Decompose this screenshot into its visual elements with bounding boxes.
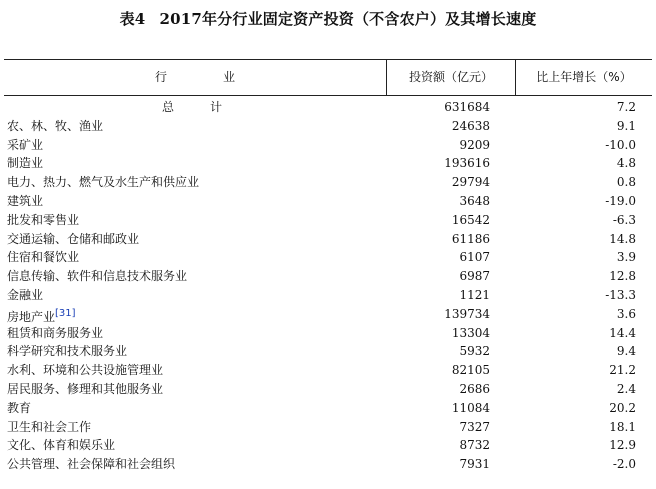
industry-name-text: 公共管理、社会保障和社会组织	[7, 457, 176, 472]
header-growth: 比上年增长（%）	[536, 70, 632, 84]
table-row	[4, 211, 652, 230]
industry-name	[7, 286, 43, 305]
table-row	[4, 455, 652, 474]
industry-name	[7, 342, 127, 361]
industry-name	[7, 154, 43, 173]
table-body	[4, 98, 652, 474]
investment-value: 16542	[451, 212, 490, 227]
growth-value: -10.0	[605, 137, 636, 152]
investment-value: 29794	[451, 175, 490, 190]
table-row	[4, 305, 652, 324]
table-row	[4, 342, 652, 361]
total-label	[162, 98, 222, 117]
growth-value: 21.2	[609, 363, 636, 378]
table-number: 表4	[119, 10, 146, 28]
growth-value: -6.3	[612, 212, 636, 227]
industry-name-text: 住宿和餐饮业	[7, 250, 80, 265]
growth-value: 3.6	[616, 306, 636, 321]
investment-value: 1121	[459, 287, 490, 302]
investment-value: 5932	[459, 344, 490, 359]
industry-name-text: 文化、体育和娱乐业	[7, 438, 116, 453]
growth-value: 12.8	[609, 269, 636, 284]
table-row	[4, 324, 652, 343]
investment-value: 82105	[451, 363, 490, 378]
table-row	[4, 136, 652, 155]
table-row	[4, 230, 652, 249]
table-row	[4, 399, 652, 418]
header-industry-char-b: 业	[223, 70, 236, 84]
investment-value: 7327	[459, 419, 490, 434]
industry-name-text: 批发和零售业	[7, 212, 80, 227]
table-row	[4, 154, 652, 173]
growth-value: 0.8	[616, 175, 636, 190]
investment-value: 193616	[444, 156, 490, 171]
industry-name	[7, 211, 79, 230]
investment-value: 13304	[451, 325, 490, 340]
industry-name-text: 水利、环境和公共设施管理业	[7, 363, 164, 378]
growth-value: 9.4	[616, 344, 636, 359]
industry-name	[7, 248, 79, 267]
header-industry	[4, 59, 386, 95]
growth-value: 4.8	[616, 156, 636, 171]
industry-name-text: 交通运输、仓储和邮政业	[7, 231, 140, 246]
investment-value: 7931	[459, 457, 490, 472]
industry-name	[7, 455, 175, 474]
industry-name	[7, 380, 163, 399]
industry-name-text: 金融业	[7, 287, 44, 302]
industry-name-text: 信息传输、软件和信息技术服务业	[7, 269, 188, 284]
header-investment: 投资额（亿元）	[408, 70, 493, 84]
table-row	[4, 436, 652, 455]
footnote-link[interactable]: [31]	[55, 307, 76, 319]
total-investment: 631684	[444, 100, 490, 114]
industry-name	[7, 436, 115, 455]
industry-name	[7, 361, 163, 380]
investment-value: 8732	[459, 438, 490, 453]
industry-name	[7, 173, 199, 192]
growth-value: 14.8	[609, 231, 636, 246]
total-label-char-b: 计	[210, 100, 223, 114]
total-growth: 7.2	[616, 100, 636, 114]
industry-name-text: 教育	[7, 400, 32, 415]
investment-value: 61186	[451, 231, 490, 246]
growth-value: -19.0	[605, 193, 636, 208]
industry-name-text: 居民服务、修理和其他服务业	[7, 381, 164, 396]
header-industry-char-a: 行	[154, 70, 167, 84]
growth-value: 2.4	[616, 381, 636, 396]
total-label-char-a: 总	[162, 100, 175, 114]
industry-name-text: 科学研究和技术服务业	[7, 344, 128, 359]
growth-value: 18.1	[609, 419, 636, 434]
industry-name	[7, 117, 103, 136]
table-title-text: 2017年分行业固定资产投资（不含农户）及其增长速度	[159, 10, 537, 28]
industry-name-text: 制造业	[7, 156, 44, 171]
industry-name-text: 建筑业	[7, 193, 44, 208]
table-row	[4, 267, 652, 286]
industry-name	[7, 324, 103, 343]
table-row	[4, 380, 652, 399]
investment-value: 24638	[451, 118, 490, 133]
industry-name	[7, 136, 43, 155]
table-row	[4, 361, 652, 380]
table-title	[0, 8, 656, 29]
investment-value: 6107	[459, 250, 490, 265]
header-bottom-rule	[4, 95, 652, 96]
investment-value: 139734	[444, 306, 490, 321]
industry-name-text: 电力、热力、燃气及水生产和供应业	[7, 175, 200, 190]
industry-name	[7, 230, 139, 249]
industry-name-text: 租赁和商务服务业	[7, 325, 104, 340]
table-row	[4, 418, 652, 437]
investment-value: 2686	[459, 381, 490, 396]
investment-value: 11084	[451, 400, 490, 415]
growth-value: 9.1	[616, 118, 636, 133]
growth-value: 20.2	[609, 400, 636, 415]
investment-value: 6987	[459, 269, 490, 284]
growth-value: 3.9	[616, 250, 636, 265]
investment-value: 9209	[459, 137, 490, 152]
total-row	[4, 98, 652, 117]
industry-name-text: 采矿业	[7, 137, 44, 152]
industry-name	[7, 267, 187, 286]
industry-name-text: 农、林、牧、渔业	[7, 118, 104, 133]
growth-value: 14.4	[609, 325, 636, 340]
industry-name-text: 房地产业	[7, 309, 56, 324]
table-row	[4, 248, 652, 267]
industry-name-text: 卫生和社会工作	[7, 419, 92, 434]
growth-value: -2.0	[612, 457, 636, 472]
table-row	[4, 117, 652, 136]
industry-name	[7, 418, 91, 437]
table-row	[4, 173, 652, 192]
investment-value: 3648	[459, 193, 490, 208]
growth-value: -13.3	[605, 287, 636, 302]
industry-name	[7, 192, 43, 211]
growth-value: 12.9	[609, 438, 636, 453]
industry-name	[7, 399, 31, 418]
table-row	[4, 192, 652, 211]
table-row	[4, 286, 652, 305]
